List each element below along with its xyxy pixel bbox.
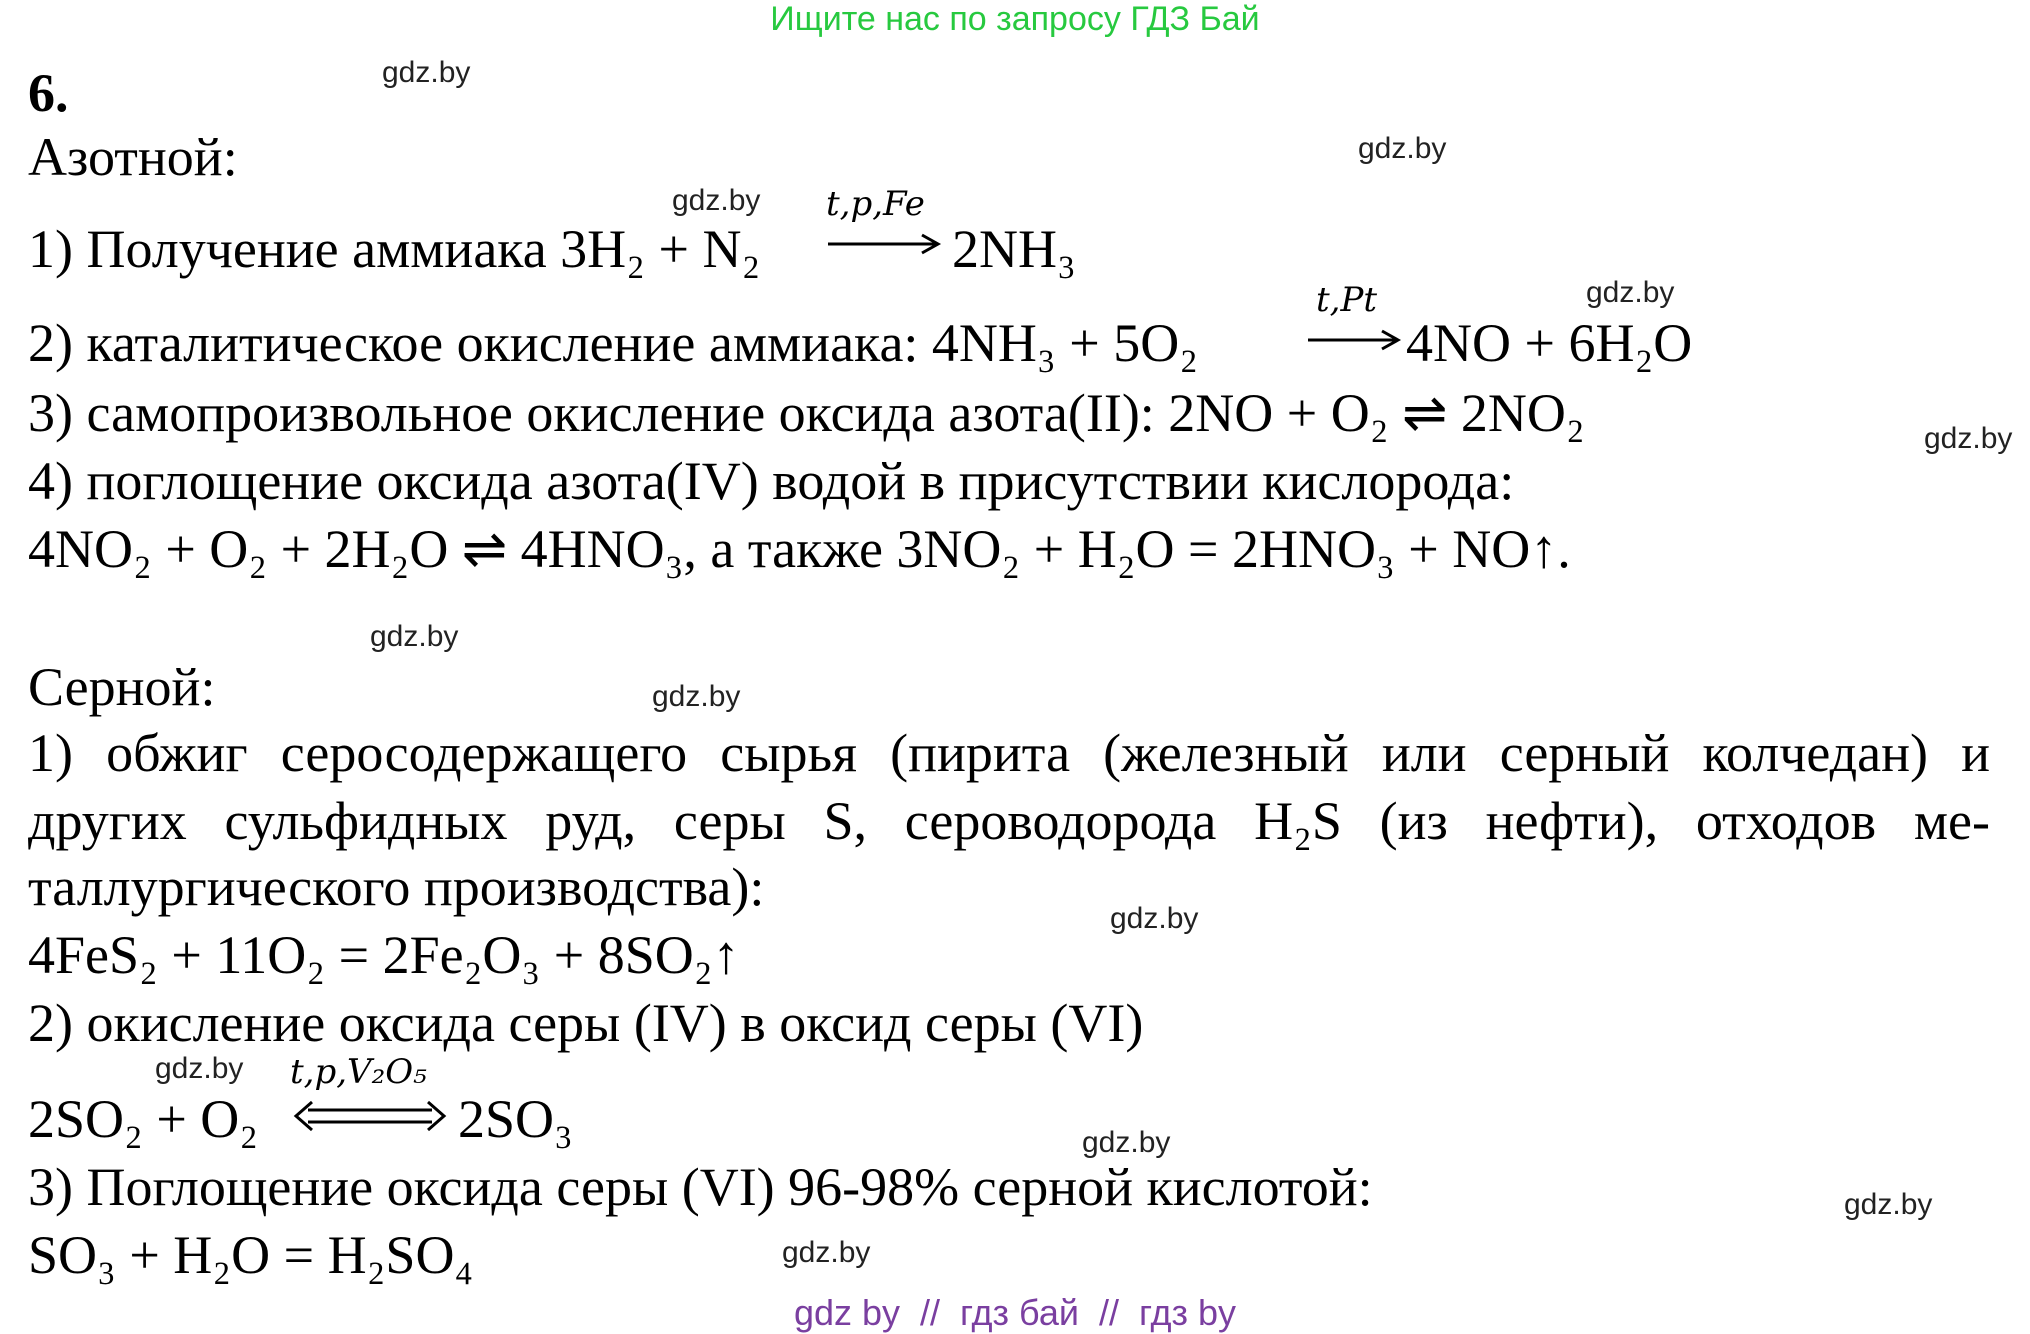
equilibrium-arrow-icon <box>292 1100 448 1134</box>
nitric-step4-equation: 4NO₂ + O₂ + 2H₂O ⇌ 4HNO₃, а также 3NO₂ + H₂O = 2HNO₃ + NO↑. <box>28 519 1571 579</box>
sulfuric-step1-line1: 1) обжиг серосодержащего сырья (пирита (железный или серный колчедан) и <box>28 723 1990 783</box>
sulfuric-step1-line2: других сульфидных руд, серы S, сероводорода H₂S (из нефти), отходов ме- <box>28 791 1990 851</box>
watermark: gdz.by <box>672 184 761 217</box>
reaction-arrow-icon <box>1306 326 1402 354</box>
sulfuric-step2-equation-left: 2SO₂ + O₂ <box>28 1089 259 1149</box>
sulfuric-step1-equation: 4FeS₂ + 11O₂ = 2Fe₂O₃ + 8SO₂↑ <box>28 925 740 985</box>
nitric-step4: 4) поглощение оксида азота(IV) водой в присутствии кислорода: <box>28 451 1515 511</box>
nitric-step2-product: 4NO + 6H₂O <box>1406 313 1693 373</box>
nitric-heading: Азотной: <box>28 127 238 187</box>
watermark: gdz.by <box>1586 276 1675 309</box>
watermark: gdz.by <box>652 680 741 713</box>
watermark: gdz.by <box>1924 422 2013 455</box>
sulfuric-step3: 3) Поглощение оксида серы (VI) 96-98% серной кислотой: <box>28 1157 1373 1217</box>
sulfuric-step1-line3: таллургического производства): <box>28 857 765 917</box>
watermark: gdz.by <box>1082 1126 1171 1159</box>
watermark: gdz.by <box>370 620 459 653</box>
task-number: 6. <box>28 63 69 123</box>
sulfuric-heading: Серной: <box>28 657 216 717</box>
nitric-step3: 3) самопроизвольное окисление оксида азота(II): 2NO + O₂ ⇌ 2NO₂ <box>28 383 1585 443</box>
nitric-step1-text: 1) Получение аммиака 3H₂ + N₂ <box>28 219 761 279</box>
sulfuric-step3-equation: SO₃ + H₂O = H₂SO₄ <box>28 1225 474 1285</box>
watermark: gdz.by <box>382 56 471 89</box>
nitric-step1-product: 2NH₃ <box>952 219 1076 279</box>
nitric-step2-text: 2) каталитическое окисление аммиака: 4NH₃ + 5O₂ <box>28 313 1199 373</box>
footer-links: gdz by // гдз бай // гдз by <box>793 1292 1237 1333</box>
watermark: gdz.by <box>1358 132 1447 165</box>
watermark: gdz.by <box>1110 902 1199 935</box>
sulfuric-step2: 2) окисление оксида серы (IV) в оксид серы (VI) <box>28 993 1144 1053</box>
watermark: gdz.by <box>782 1236 871 1269</box>
nitric-step1-condition: t,p,Fe <box>826 184 925 224</box>
watermark: gdz.by <box>155 1052 244 1085</box>
search-banner: Ищите нас по запросу ГДЗ Бай <box>770 0 1260 38</box>
sulfuric-step2-condition: t,p,V₂O₅ <box>290 1052 427 1092</box>
watermark: gdz.by <box>1844 1188 1933 1221</box>
sulfuric-step2-product: 2SO₃ <box>458 1089 573 1149</box>
reaction-arrow-icon <box>826 230 942 258</box>
nitric-step2-condition: t,Pt <box>1316 280 1378 320</box>
